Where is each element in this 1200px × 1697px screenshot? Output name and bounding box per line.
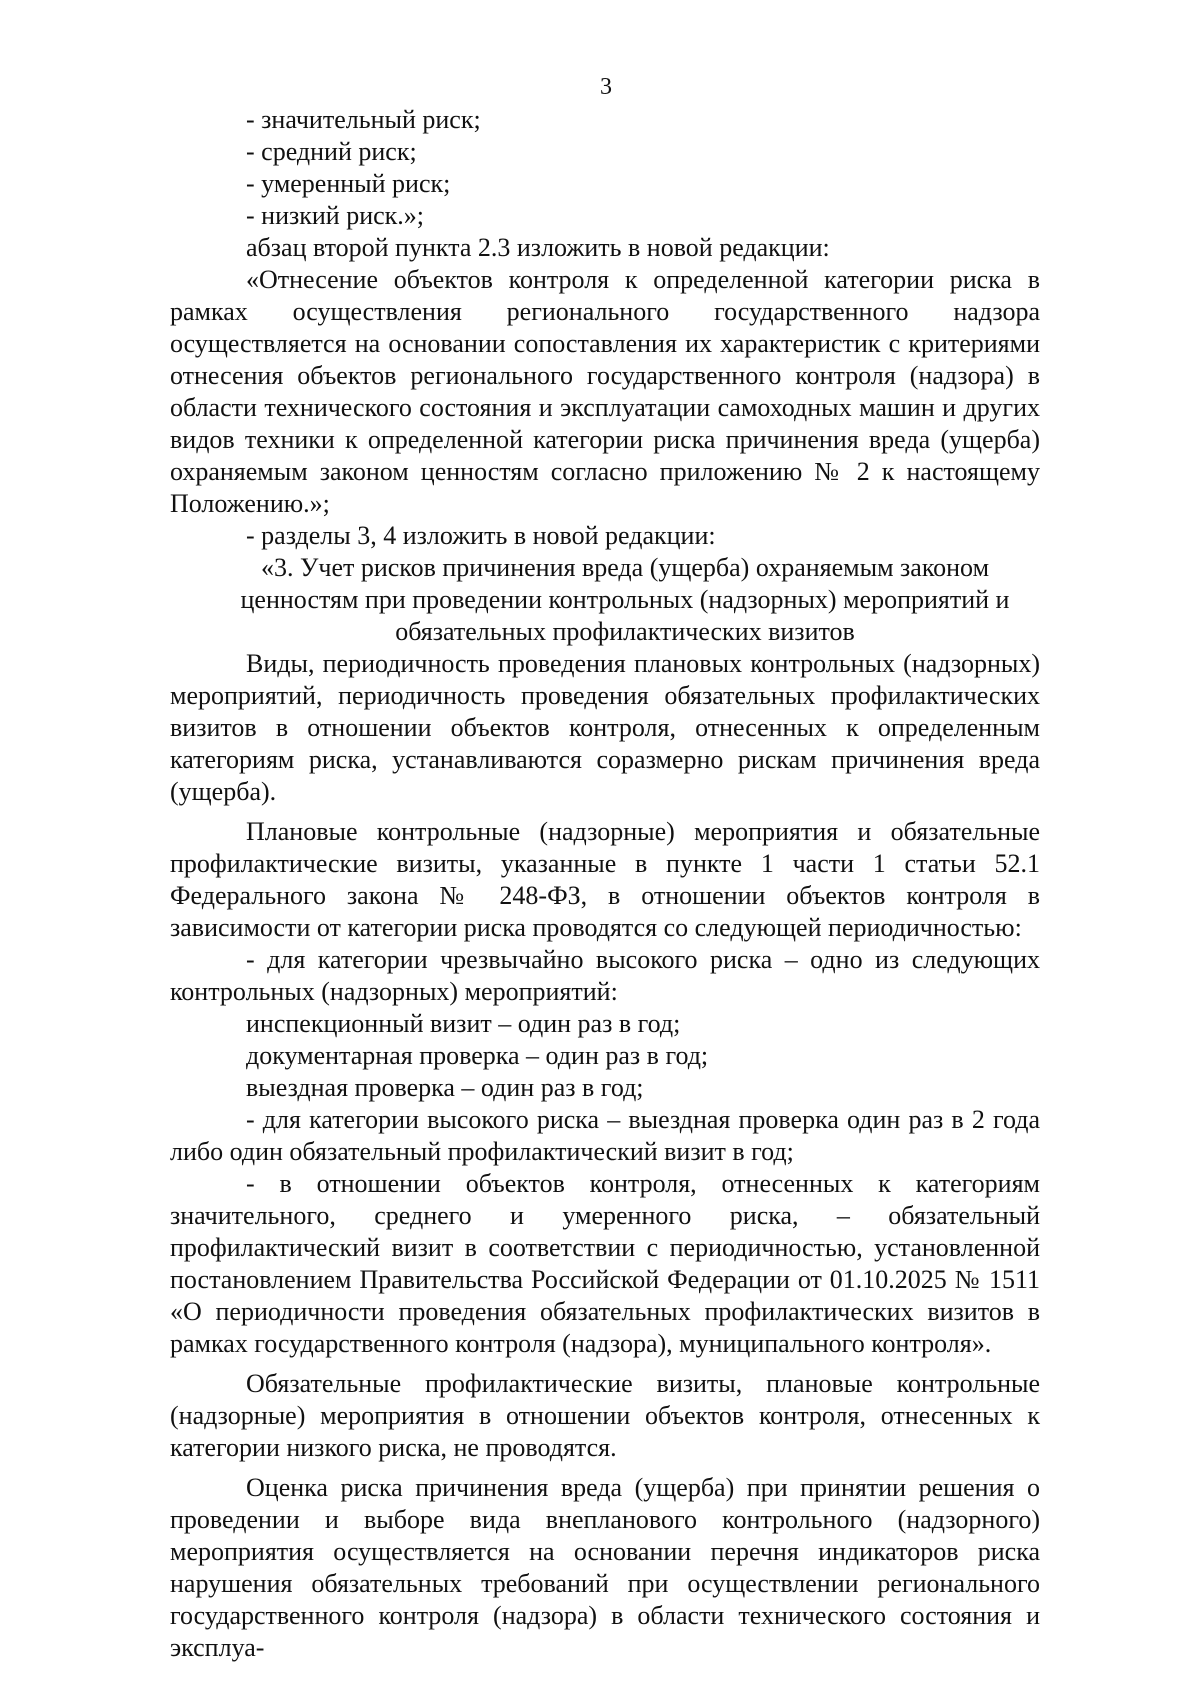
list-item: - значительный риск; bbox=[246, 105, 481, 134]
paragraph-medium-risk: - в отношении объектов контроля, отнесенных к категориям значительного, среднего и умеренного риска, – обязательный профилактический визит в соответствии с периодичностью, установленной постановлением Правительства Российской Федерации от 01.10.2025 № 1511 «О периодичности проведения обязательных профилактических визитов в рамках государственного контроля (надзора), муниципального контроля». bbox=[170, 1169, 1040, 1358]
amendment-instruction: абзац второй пункта 2.3 изложить в новой редакции: bbox=[246, 233, 830, 262]
list-item: документарная проверка – один раз в год; bbox=[246, 1041, 709, 1070]
paragraph-low-risk: Обязательные профилактические визиты, плановые контрольные (надзорные) мероприятия в отношении объектов контроля, отнесенных к категории низкого риска, не проводятся. bbox=[170, 1369, 1040, 1462]
paragraph-periodicity: Виды, периодичность проведения плановых контрольных (надзорных) мероприятий, периодичность проведения обязательных профилактических визитов в отношении объектов контроля, отнесенных к определенным категориям риска, устанавливаются соразмерно рискам причинения вреда (ущерба). bbox=[170, 649, 1040, 806]
paragraph-high-risk: - для категории высокого риска – выездная проверка один раз в 2 года либо один обязательный профилактический визит в год; bbox=[170, 1105, 1040, 1166]
list-item: - низкий риск.»; bbox=[246, 201, 425, 230]
paragraph-risk-assessment: Оценка риска причинения вреда (ущерба) при принятии решения о проведении и выборе вида внепланового контрольного (надзорного) мероприятия осуществляется на основании перечня индикаторов риска нарушения обязательных требований при осуществлении регионального государственного контроля (надзора) в области технического состояния и эксплуа- bbox=[170, 1473, 1040, 1662]
list-item: - средний риск; bbox=[246, 137, 417, 166]
page-number: 3 bbox=[600, 74, 612, 100]
amendment-instruction-sections: - разделы 3, 4 изложить в новой редакции: bbox=[246, 521, 716, 550]
list-item: выездная проверка – один раз в год; bbox=[246, 1073, 644, 1102]
section-heading: «3. Учет рисков причинения вреда (ущерба) охраняемым законом ценностям при проведении контрольных (надзорных) мероприятий и обязательных профилактических визитов bbox=[240, 553, 1010, 646]
list-item: - умеренный риск; bbox=[246, 169, 451, 198]
document-body bbox=[170, 104, 1040, 1664]
paragraph-planned-events: Плановые контрольные (надзорные) мероприятия и обязательные профилактические визиты, указанные в пункте 1 части 1 статьи 52.1 Федерального закона № 248-ФЗ, в отношении объектов контроля в зависимости от категории риска проводятся со следующей периодичностью: bbox=[170, 817, 1040, 942]
list-item: инспекционный визит – один раз в год; bbox=[246, 1009, 681, 1038]
paragraph-risk-classification: «Отнесение объектов контроля к определенной категории риска в рамках осуществления регионального государственного надзора осуществляется на основании сопоставления их характеристик с критериями отнесения объектов регионального государственного контроля (надзора) в области технического состояния и эксплуатации самоходных машин и других видов техники к определенной категории риска причинения вреда (ущерба) охраняемым законом ценностям согласно приложению № 2 к настоящему Положению.»; bbox=[170, 265, 1040, 518]
paragraph-extremely-high-risk: - для категории чрезвычайно высокого риска – одно из следующих контрольных (надзорных) мероприятий: bbox=[170, 945, 1040, 1006]
